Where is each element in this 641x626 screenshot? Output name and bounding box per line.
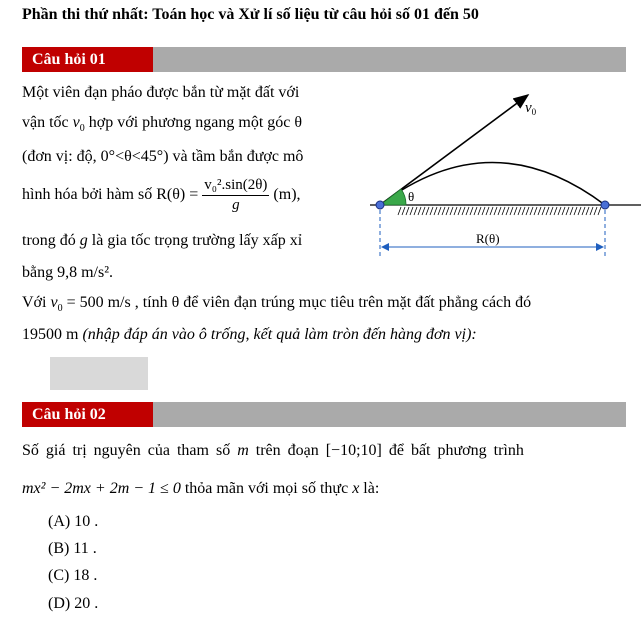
q1-text-line-6: bằng 9,8 m/s².	[22, 264, 114, 281]
q1-text-line-3: (đơn vị: độ, 0°<θ<45°) và tầm bắn được mô	[22, 148, 304, 165]
q2-text-line-2: mx² − 2mx + 2m − 1 ≤ 0 thỏa mãn với mọi số thực x là:	[22, 480, 380, 497]
option-a[interactable]: (A) 10 .	[48, 513, 99, 530]
range-formula: $\frac{\text{v₀².sin(2θ)}}{g}$	[204, 177, 268, 213]
v0-label: $v_0$	[525, 100, 537, 117]
answer-input-q1[interactable]	[50, 357, 148, 390]
section-heading: Phần thi thứ nhất: Toán học và Xử lí số liệu từ câu hỏi số 01 đến 50	[22, 6, 479, 23]
q1-text-line-8: 19500 m (nhập đáp án vào ô trống, kết quả làm tròn đến hàng đơn vị):	[22, 326, 477, 343]
q1-text-line-5: trong đó g là gia tốc trọng trường lấy xấp xỉ	[22, 232, 303, 249]
question-01-header	[22, 47, 626, 72]
question-02-label: Câu hỏi 02	[22, 402, 153, 427]
question-01-label: Câu hỏi 01	[22, 47, 153, 72]
question-02-header	[22, 402, 626, 427]
projectile-figure	[370, 80, 641, 270]
velocity-vector	[380, 95, 528, 205]
option-b[interactable]: (B) 11 .	[48, 540, 97, 557]
ground-hatching	[398, 207, 601, 215]
angle-marker	[380, 189, 406, 205]
launch-point	[376, 201, 384, 209]
theta-label: θ	[408, 189, 415, 204]
range-label: R(θ)	[476, 231, 500, 246]
q2-text-line-1: Số giá trị nguyên của tham số m trên đoạn [−10;10] để bất phương trình	[22, 442, 524, 459]
q1-text-line-2: vận tốc $v_0$ hợp với phương ngang một góc θ	[22, 114, 303, 135]
option-c[interactable]: (C) 18 .	[48, 567, 98, 584]
q1-text-line-1: Một viên đạn pháo được bắn từ mặt đất với	[22, 84, 300, 101]
q1-text-line-7: Với $v_0 = 500$ m/s , tính θ để viên đạn trúng mục tiêu trên mặt đất phẳng cách đó	[22, 294, 532, 315]
landing-point	[601, 201, 609, 209]
q1-text-line-4: hình hóa bởi hàm số R(θ) = $\frac{\text{v₀².sin(2θ)}}{g}$ (m),	[22, 177, 301, 213]
option-d[interactable]: (D) 20 .	[48, 595, 99, 612]
